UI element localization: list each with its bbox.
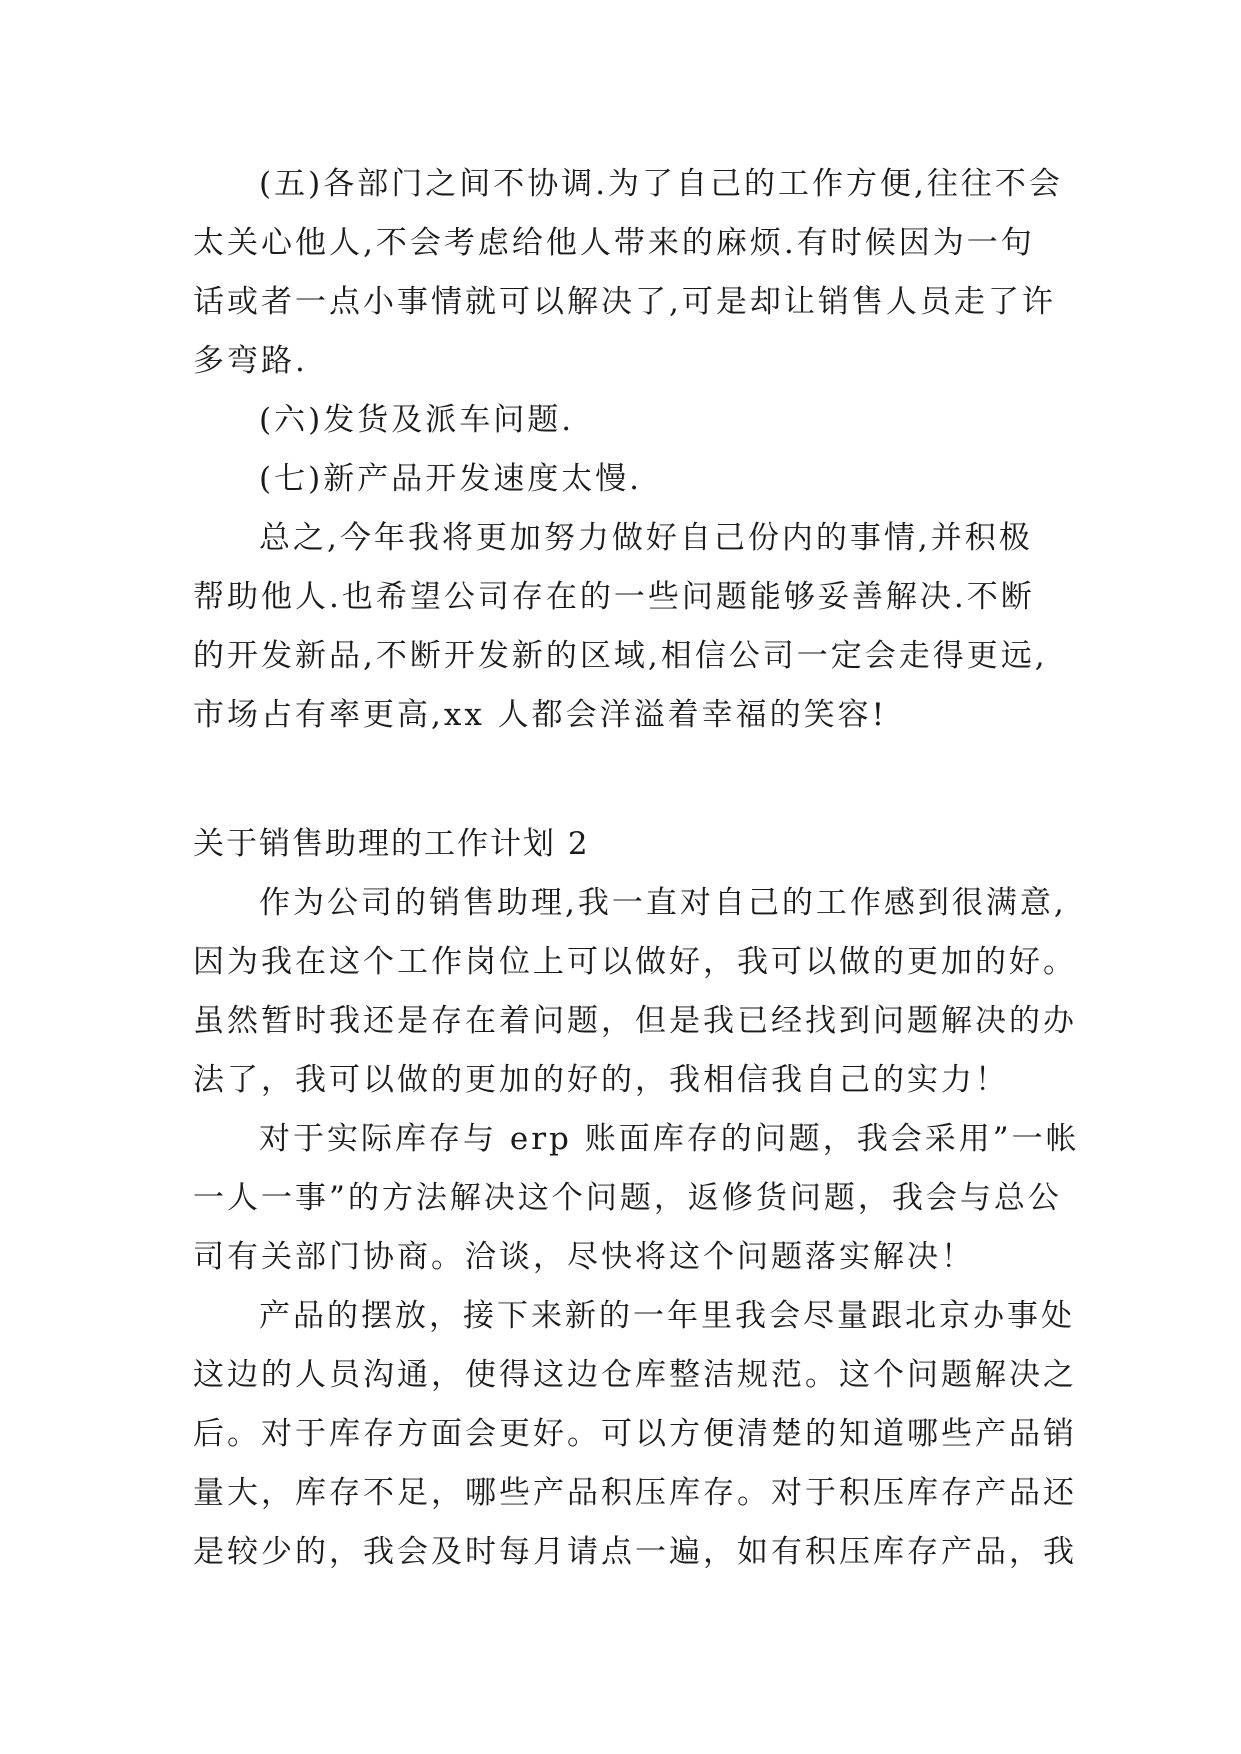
text-line: 这边的人员沟通，使得这边仓库整洁规范。这个问题解决之 [193,1357,1077,1393]
text-line: 的开发新品,不断开发新的区域,相信公司一定会走得更远, [193,638,1048,674]
document-body [193,155,1080,1582]
paragraph-issue-7 [193,450,1063,509]
text-line: 产品的摆放，接下来新的一年里我会尽量跟北京办事处 [259,1298,1075,1334]
text-line: 司有关部门协商。洽谈，尽快将这个问题落实解决！ [193,1239,975,1275]
section-spacer [193,745,1063,815]
text-line: 太关心他人,不会考虑给他人带来的麻烦.有时候因为一句 [193,225,1035,261]
text-line: (七)新产品开发速度太慢. [259,461,643,497]
paragraph-product-placement [193,1287,1077,1582]
paragraph-issue-5 [193,155,1063,391]
text-line: 一人一事”的方法解决这个问题，返修货问题，我会与总公 [193,1180,1062,1216]
text-line: 后。对于库存方面会更好。可以方便清楚的知道哪些产品销 [193,1416,1077,1452]
text-line: 帮助他人.也希望公司存在的一些问题能够妥善解决.不断 [193,579,1035,615]
paragraph-issue-6 [193,391,1063,450]
paragraph-inventory [193,1110,1080,1287]
text-line: 话或者一点小事情就可以解决了,可是却让销售人员走了许 [193,284,1056,320]
paragraph-intro [193,874,1077,1110]
text-line: 对于实际库存与 erp 账面库存的问题，我会采用”一帐 [259,1121,1080,1157]
text-line: 因为我在这个工作岗位上可以做好，我可以做的更加的好。 [193,944,1077,980]
paragraph-summary [193,509,1063,745]
text-line: 法了，我可以做的更加的好的，我相信我自己的实力！ [193,1062,1009,1098]
text-line: (五)各部门之间不协调.为了自己的工作方便,往往不会 [259,166,1063,202]
text-line: 总之,今年我将更加努力做好自己份内的事情,并积极 [259,520,1033,556]
text-line: 作为公司的销售助理,我一直对自己的工作感到很满意, [259,885,1067,921]
text-line: 虽然暂时我还是存在着问题，但是我已经找到问题解决的办 [193,1003,1077,1039]
text-line: 是较少的，我会及时每月请点一遍，如有积压库存产品，我 [193,1534,1077,1570]
section-title: 关于销售助理的工作计划 2 [193,826,590,862]
text-line: 多弯路. [193,343,308,379]
text-line: 市场占有率更高,xx 人都会洋溢着幸福的笑容! [193,697,888,733]
text-line: 量大，库存不足，哪些产品积压库存。对于积压库存产品还 [193,1475,1077,1511]
text-line: (六)发货及派车问题. [259,402,575,438]
